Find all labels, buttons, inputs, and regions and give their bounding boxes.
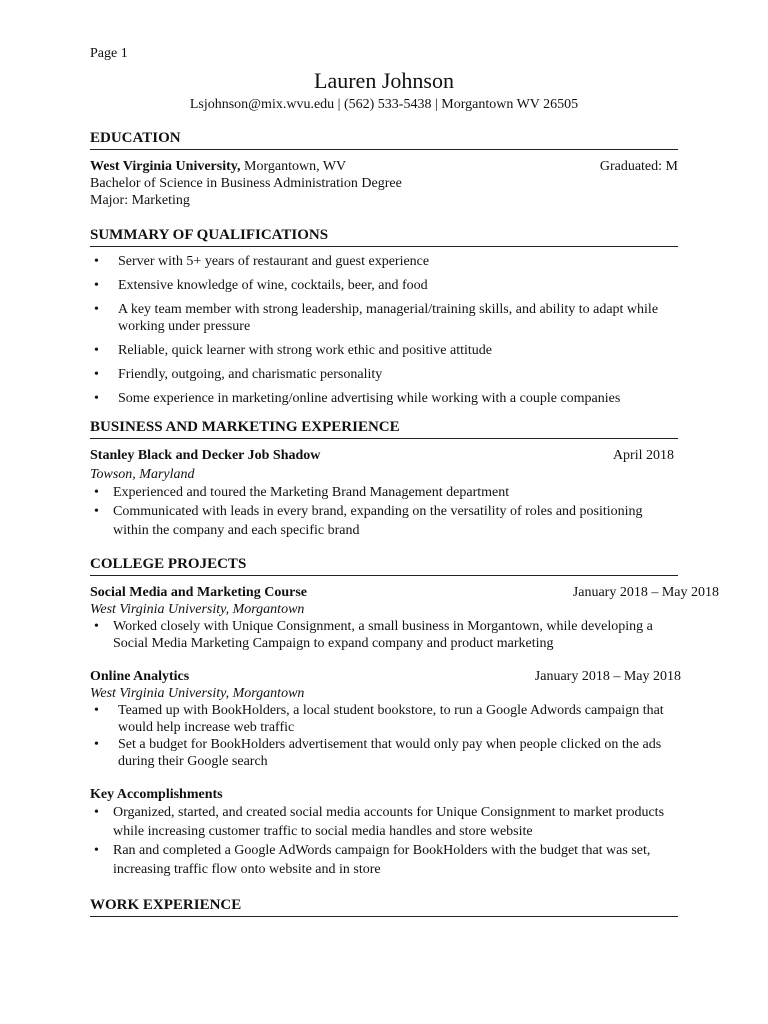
summary-item: • Some experience in marketing/online advertising while working with a couple companies <box>94 391 621 406</box>
projects-heading: COLLEGE PROJECTS <box>90 554 678 576</box>
education-school-row <box>90 158 678 175</box>
project1-date: January 2018 – May 2018 <box>572 585 719 600</box>
accomplishments-list <box>90 803 678 879</box>
summary-item: • A key team member with strong leadership, managerial/training skills, and ability to adapt while working under pressure <box>94 302 659 334</box>
school-name: West Virginia University, <box>90 159 241 174</box>
work-heading: WORK EXPERIENCE <box>90 895 678 917</box>
education-heading: EDUCATION <box>90 128 678 150</box>
summary-item: • Friendly, outgoing, and charismatic personality <box>94 367 383 382</box>
major: Major: Marketing <box>90 193 190 208</box>
bullet-icon: • <box>94 367 99 382</box>
bullet-icon: • <box>94 254 99 269</box>
bullet-icon: • <box>94 703 99 718</box>
summary-list <box>90 253 678 407</box>
accomplishment-item: • Organized, started, and created social media accounts for Unique Consignment to market products while increasing customer traffic to social media handles and store website <box>94 805 665 839</box>
school-location: Morgantown, WV <box>240 159 347 174</box>
page-number: Page 1 <box>90 46 128 61</box>
project1-list <box>90 618 678 652</box>
summary-item: • Server with 5+ years of restaurant and guest experience <box>94 254 430 269</box>
summary-heading: SUMMARY OF QUALIFICATIONS <box>90 225 678 247</box>
project1-place: West Virginia University, Morgantown <box>90 602 305 617</box>
bullet-icon: • <box>94 391 99 406</box>
bullet-icon: • <box>94 302 99 317</box>
bullet-icon: • <box>94 504 99 519</box>
accomplishments-title: Key Accomplishments <box>90 787 223 802</box>
bullet-icon: • <box>94 619 99 634</box>
project2-item: • Set a budget for BookHolders advertisement that would only pay when people clicked on the ads during their Google search <box>94 737 662 769</box>
project1-title: Social Media and Marketing Course <box>90 585 307 600</box>
bullet-icon: • <box>94 737 99 752</box>
bullet-icon: • <box>94 805 99 820</box>
business-place: Towson, Maryland <box>90 467 195 482</box>
bullet-icon: • <box>94 485 99 500</box>
resume-page <box>90 46 719 917</box>
summary-item: • Extensive knowledge of wine, cocktails, beer, and food <box>94 278 428 293</box>
degree: Bachelor of Science in Business Administration Degree <box>90 176 402 191</box>
project2-title-row <box>90 668 681 685</box>
education-school <box>90 158 346 175</box>
business-date: April 2018 <box>612 448 674 463</box>
business-heading: BUSINESS AND MARKETING EXPERIENCE <box>90 417 678 439</box>
summary-item: • Reliable, quick learner with strong work ethic and positive attitude <box>94 343 493 358</box>
business-list <box>90 483 678 540</box>
business-item: • Experienced and toured the Marketing Brand Management department <box>94 485 510 500</box>
contact-line: Lsjohnson@mix.wvu.edu | (562) 533-5438 | Morgantown WV 26505 <box>189 97 579 112</box>
business-item: • Communicated with leads in every brand, expanding on the versatility of roles and positioning within the company and each specific brand <box>94 504 643 538</box>
project2-title: Online Analytics <box>90 669 190 684</box>
bullet-icon: • <box>94 278 99 293</box>
accomplishment-item: • Ran and completed a Google AdWords campaign for BookHolders with the budget that was set, increasing traffic flow onto website and in store <box>94 843 651 877</box>
graduation-date: Graduated: M <box>599 159 678 174</box>
project2-place: West Virginia University, Morgantown <box>90 686 305 701</box>
candidate-name: Lauren Johnson <box>314 68 454 93</box>
project1-item: • Worked closely with Unique Consignment, a small business in Morgantown, while developing a Social Media Marketing Campaign to expand company and product marketing <box>94 619 653 651</box>
project2-item: • Teamed up with BookHolders, a local student bookstore, to run a Google Adwords campaign that would help increase web traffic <box>94 703 664 735</box>
project2-date: January 2018 – May 2018 <box>534 669 681 684</box>
bullet-icon: • <box>94 843 99 858</box>
project2-list <box>90 702 678 770</box>
project1-title-row <box>90 584 719 601</box>
business-title: Stanley Black and Decker Job Shadow <box>90 448 321 463</box>
business-title-row <box>90 447 678 464</box>
bullet-icon: • <box>94 343 99 358</box>
